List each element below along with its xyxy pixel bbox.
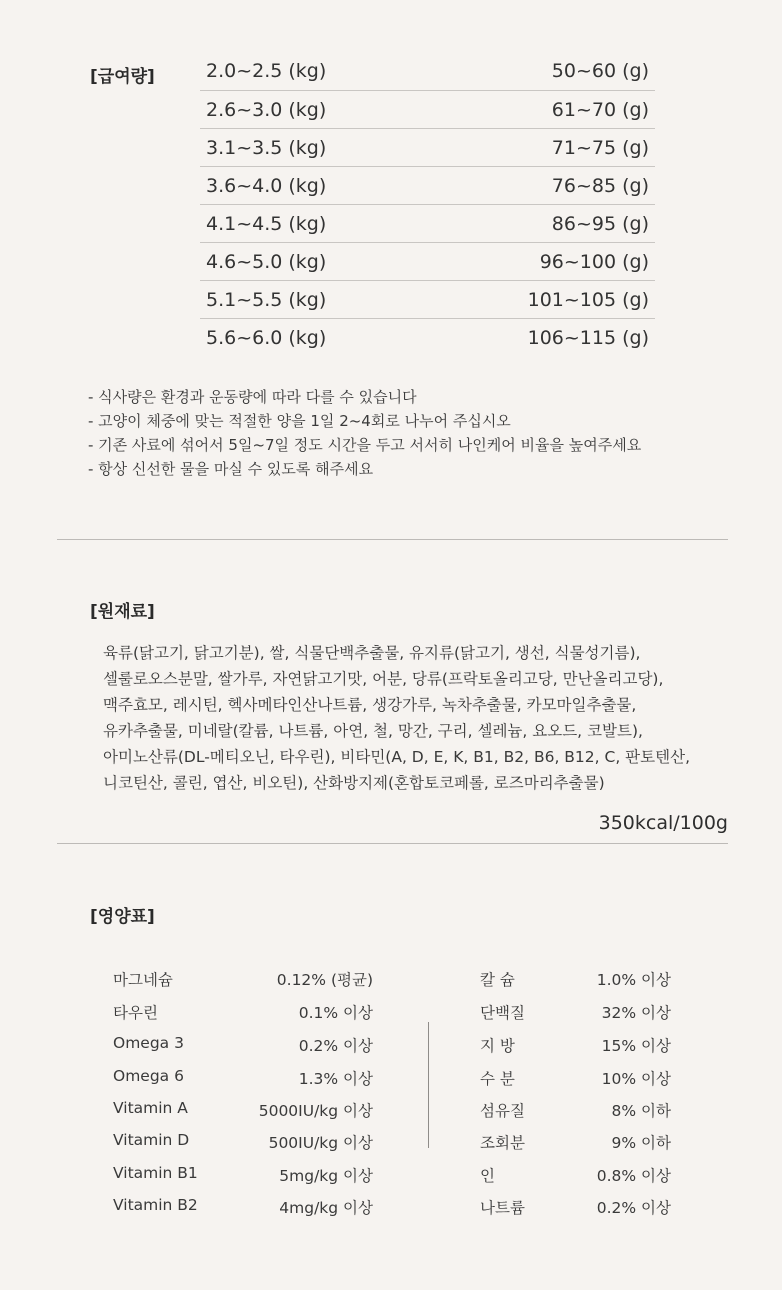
- nutrient-value: 0.1% 이상: [298, 1004, 373, 1022]
- feeding-amount: 86~95 (g): [551, 212, 649, 235]
- nutrient-name: Omega 3: [113, 1034, 184, 1052]
- feeding-amount: 101~105 (g): [527, 288, 649, 311]
- feeding-amount: 71~75 (g): [551, 136, 649, 159]
- calorie-value: 350kcal/100g: [598, 812, 728, 834]
- nutrient-value: 0.2% 이상: [298, 1037, 373, 1055]
- nutrient-value: 1.3% 이상: [298, 1070, 373, 1088]
- feeding-weight: 2.0~2.5 (kg): [206, 60, 327, 82]
- nutrition-row-left: [113, 1131, 373, 1155]
- nutrition-heading: [영양표]: [90, 907, 155, 927]
- nutrition-row-left: [113, 968, 373, 992]
- nutrient-name: 단백질: [480, 1004, 525, 1022]
- ingredients-heading: [원재료]: [90, 602, 155, 622]
- nutrient-value: 15% 이상: [601, 1037, 671, 1055]
- feeding-weight: 5.1~5.5 (kg): [206, 288, 327, 311]
- feeding-notes: [88, 385, 641, 481]
- feeding-row: [200, 128, 655, 166]
- feeding-row: [200, 204, 655, 242]
- nutrition-row-right: [480, 1099, 671, 1123]
- ingredients-line: 육류(닭고기, 닭고기분), 쌀, 식물단백추출물, 유지류(닭고기, 생선, 식물성기름),: [103, 644, 641, 662]
- nutrient-name: 조회분: [480, 1134, 525, 1152]
- feeding-row: [200, 318, 655, 356]
- feeding-weight: 4.1~4.5 (kg): [206, 212, 327, 235]
- ingredients-line: 유카추출물, 미네랄(칼륨, 나트륨, 아연, 철, 망간, 구리, 셀레늄, 요오드, 코발트),: [103, 722, 643, 740]
- ingredients-line: 맥주효모, 레시틴, 헥사메타인산나트륨, 생강가루, 녹차추출물, 카모마일추출물,: [103, 696, 637, 714]
- feeding-row: [200, 242, 655, 280]
- nutrient-value: 9% 이하: [611, 1134, 671, 1152]
- feeding-amount: 50~60 (g): [551, 60, 649, 82]
- section-divider: [57, 843, 728, 844]
- feeding-amount: 96~100 (g): [539, 250, 649, 273]
- nutrition-row-right: [480, 1131, 671, 1155]
- nutrient-name: 수 분: [480, 1070, 515, 1088]
- feeding-weight: 3.1~3.5 (kg): [206, 136, 327, 159]
- feeding-weight: 3.6~4.0 (kg): [206, 174, 327, 197]
- nutrient-name: Omega 6: [113, 1067, 184, 1085]
- nutrition-row-left: [113, 1099, 373, 1123]
- nutrient-name: 마그네슘: [113, 971, 173, 989]
- feeding-table: [200, 52, 655, 356]
- nutrient-name: 나트륨: [480, 1199, 525, 1217]
- nutrient-value: 0.8% 이상: [596, 1167, 671, 1185]
- nutrient-name: 타우린: [113, 1004, 158, 1022]
- nutrient-value: 32% 이상: [601, 1004, 671, 1022]
- nutrient-name: Vitamin A: [113, 1099, 188, 1117]
- nutrition-row-right: [480, 1067, 671, 1091]
- feeding-amount: 61~70 (g): [551, 98, 649, 121]
- nutrient-name: Vitamin B1: [113, 1164, 198, 1182]
- nutrient-name: 인: [480, 1167, 495, 1185]
- nutrient-name: Vitamin D: [113, 1131, 190, 1149]
- note-item: - 기존 사료에 섞어서 5일~7일 정도 시간을 두고 서서히 나인케어 비율을 높여주세요: [88, 436, 642, 454]
- nutrient-value: 1.0% 이상: [596, 971, 671, 989]
- nutrition-row-left: [113, 1196, 373, 1220]
- nutrient-value: 8% 이하: [611, 1102, 671, 1120]
- feeding-amount: 76~85 (g): [551, 174, 649, 197]
- nutrient-value: 500IU/kg 이상: [268, 1134, 373, 1152]
- feeding-amount: 106~115 (g): [527, 326, 649, 349]
- nutrition-row-left: [113, 1034, 373, 1058]
- nutrient-value: 10% 이상: [601, 1070, 671, 1088]
- nutrient-value: 4mg/kg 이상: [279, 1199, 373, 1217]
- feeding-row: [200, 90, 655, 128]
- nutrition-row-left: [113, 1164, 373, 1188]
- feeding-heading: [급여량]: [90, 67, 155, 87]
- nutrition-row-right: [480, 1034, 671, 1058]
- nutrient-value: 0.12% (평균): [276, 971, 373, 989]
- nutrition-row-right: [480, 968, 671, 992]
- feeding-weight: 5.6~6.0 (kg): [206, 326, 327, 349]
- nutrition-row-right: [480, 1164, 671, 1188]
- nutrient-value: 5000IU/kg 이상: [258, 1102, 373, 1120]
- note-item: - 식사량은 환경과 운동량에 따라 다를 수 있습니다: [88, 388, 417, 406]
- feeding-row: [200, 166, 655, 204]
- nutrition-column-divider: [428, 1022, 429, 1148]
- nutrition-row-right: [480, 1196, 671, 1220]
- ingredients-line: 셀룰로오스분말, 쌀가루, 자연닭고기맛, 어분, 당류(프락토올리고당, 만난올리고당),: [103, 670, 664, 688]
- nutrient-name: Vitamin B2: [113, 1196, 198, 1214]
- nutrition-row-left: [113, 1001, 373, 1025]
- nutrition-row-right: [480, 1001, 671, 1025]
- nutrient-name: 지 방: [480, 1037, 515, 1055]
- feeding-row: [200, 52, 655, 90]
- nutrient-value: 0.2% 이상: [596, 1199, 671, 1217]
- section-divider: [57, 539, 728, 540]
- note-item: - 고양이 체중에 맞는 적절한 양을 1일 2~4회로 나누어 주십시오: [88, 412, 511, 430]
- nutrient-name: 섬유질: [480, 1102, 525, 1120]
- nutrient-value: 5mg/kg 이상: [279, 1167, 373, 1185]
- ingredients-line: 아미노산류(DL-메티오닌, 타우린), 비타민(A, D, E, K, B1, B2, B6, B12, C, 판토텐산,: [103, 748, 691, 766]
- ingredients-list: [103, 640, 690, 796]
- feeding-row: [200, 280, 655, 318]
- feeding-weight: 2.6~3.0 (kg): [206, 98, 327, 121]
- feeding-weight: 4.6~5.0 (kg): [206, 250, 327, 273]
- ingredients-line: 니코틴산, 콜린, 엽산, 비오틴), 산화방지제(혼합토코페롤, 로즈마리추출물): [103, 774, 605, 792]
- nutrient-name: 칼 슘: [480, 971, 515, 989]
- note-item: - 항상 신선한 물을 마실 수 있도록 해주세요: [88, 460, 374, 478]
- nutrition-row-left: [113, 1067, 373, 1091]
